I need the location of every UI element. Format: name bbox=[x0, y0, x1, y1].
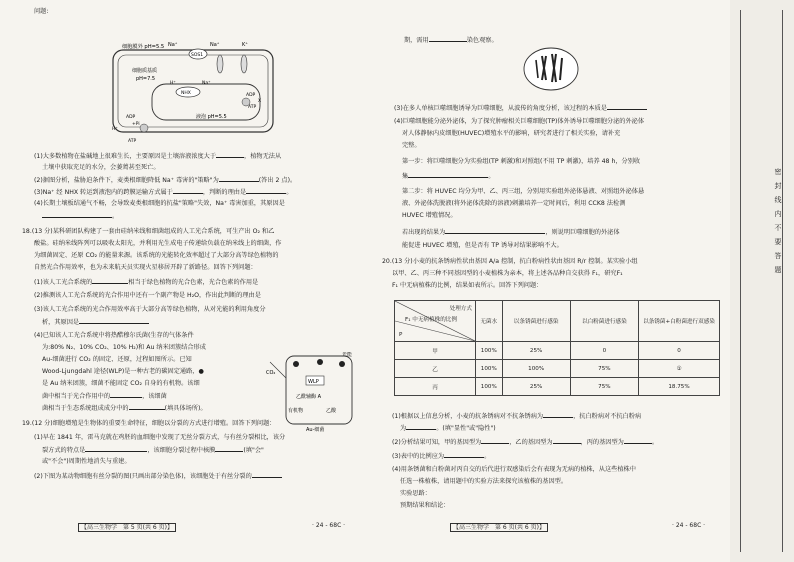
atp-label-2: ATP bbox=[128, 139, 137, 144]
table-cell: 25% bbox=[502, 342, 570, 360]
q19-part1-b: 裂方式的特点是 ，该细胞分裂过程中核膜 (填"会" bbox=[42, 444, 264, 456]
h-label-2: H⁺ bbox=[112, 127, 118, 132]
au-bacteria-label: Au-细菌 bbox=[306, 427, 325, 432]
co2-label: CO₂ bbox=[266, 370, 276, 376]
q19-step2-a: 第二步：将 HUVEC 均分为甲、乙、丙三组，分别用实验组外泌体悬液、对照组外泌体悬 bbox=[402, 188, 645, 195]
x-label: X bbox=[258, 99, 262, 104]
corner-p: P bbox=[399, 332, 403, 338]
adp-label-2: ADP bbox=[126, 115, 136, 120]
table-corner bbox=[395, 301, 476, 342]
results-table bbox=[394, 300, 720, 396]
table-cell: 25% bbox=[502, 378, 570, 396]
q19-part2: (2)下图为某动物细胞有丝分裂的图(只画出部分染色体)，该细胞处于有丝分裂的 bbox=[34, 470, 282, 482]
col-header-rust: 以条锈菌进行感染 bbox=[502, 301, 570, 342]
q18-part3: (3)该人工光合系统的光合作用效率高于大部分高等绿色植物，从对光能的利用角度分 bbox=[34, 306, 266, 313]
table-cell: ① bbox=[639, 360, 720, 378]
q20-part1-a: (1)根据以上信息分析，小麦的抗条锈病对不抗条锈病为 ，抗白粉病对不抗白粉病 bbox=[392, 410, 641, 422]
q17-part4: (4)长期土壤板结通气不畅，会导致麦类根细胞的抗盐"策略"失效，Na⁺ 毒害加重，其原因是 bbox=[34, 200, 285, 207]
organic-label: 有机物 bbox=[288, 408, 304, 414]
q19-part4-a: (4)巨噬细胞能分泌外泌体，为了探究肿瘤相关巨噬细胞(TP)体外诱导巨噬细胞分泌的外泌体 bbox=[394, 118, 645, 125]
table-row bbox=[395, 360, 720, 378]
q17-part4-cont: 。 bbox=[42, 210, 118, 222]
table-cell: 100% bbox=[476, 342, 503, 360]
q18-part4-e: 是 Au 纳米团簇，细菌不能固定 CO₂ 自身的有机物。该细 bbox=[42, 380, 200, 387]
left-footer-label: 【高三生物学 第 5 页(共 6 页)】 bbox=[78, 523, 176, 532]
q19-part4-c: 完整。 bbox=[402, 142, 421, 149]
q17-part1-cont: 土壤中获取充足的水分，会萎蔫甚至死亡。 bbox=[42, 164, 160, 171]
q18-part4-a: (4)已知该人工光合系统中将热醋穆尔氏菌(生存的气体条件 bbox=[34, 332, 194, 339]
wlp-label: WLP bbox=[308, 379, 319, 385]
table-cell: 100% bbox=[502, 360, 570, 378]
row-name: 乙 bbox=[395, 360, 476, 378]
row-name: 甲 bbox=[395, 342, 476, 360]
seal-text: 密 封 线 内 不 要 答 题 bbox=[774, 168, 782, 273]
q19-step1-a: 第一步：将巨噬细胞分为实验组(TP 刺激)和对照组(不用 TP 刺激)，培养 48 h，分别收 bbox=[402, 158, 641, 165]
table-cell: 0 bbox=[570, 342, 638, 360]
q19-result-b: 能促进 HUVEC 增殖，但是否有 TP 诱导对结果影响不大。 bbox=[402, 242, 563, 249]
left-footer-code: · 24 - 68C · bbox=[312, 522, 346, 529]
col-header-double: 以条锈菌+白粉菌进行双感染 bbox=[639, 301, 720, 342]
left-page bbox=[0, 0, 372, 562]
cell-transport-diagram bbox=[110, 38, 280, 146]
right-footer-label: 【高三生物学 第 6 页(共 6 页)】 bbox=[450, 523, 548, 532]
q18-part4-d: Wood-Ljungdahl 途径(WLP)是一种古老的碳固定通路，● bbox=[42, 368, 204, 375]
q18-part4-c: Au-细菌进行 CO₂ 的固定、还原，过程如图所示。已知 bbox=[42, 356, 192, 363]
table-cell: 18.75% bbox=[639, 378, 720, 396]
row-name: 丙 bbox=[395, 378, 476, 396]
q19-step2-c: HUVEC 增殖情况。 bbox=[402, 212, 457, 219]
col-header-water: 无菌水 bbox=[476, 301, 503, 342]
na-label-1: Na⁺ bbox=[168, 42, 178, 48]
h-label-1: H⁺ bbox=[170, 81, 176, 86]
pi-label: +Pi bbox=[132, 122, 140, 127]
vacuole-label: 液泡 pH=5.5 bbox=[196, 114, 227, 120]
q20-part2: (2)分析结果可知，甲的基因型为 ，乙的基因型为 ，丙的基因型为 。 bbox=[392, 436, 658, 448]
intro-text: 问题: bbox=[34, 8, 49, 15]
q19-part1-c: 或"不会")周期性地消失与重建。 bbox=[42, 458, 131, 465]
adp-label-1: ADP bbox=[246, 93, 256, 98]
q18-stem-2: 酸盐。硅纳米线阵列可以吸收太阳光，并利用光生成电子传递给负载在纳米线上的细菌，作 bbox=[34, 240, 282, 247]
cyto-ph-label: pH=7.5 bbox=[136, 76, 156, 82]
acetic-acid-label: 乙酸 bbox=[326, 408, 337, 414]
label-membrane-outside: 细胞膜外 pH=5.5 bbox=[122, 44, 165, 50]
q17-part1: (1)大多数植物在盐碱地上很难生长，主要原因是土壤溶液浓度大于 ，植物无法从 bbox=[34, 150, 281, 162]
seal-margin bbox=[730, 0, 794, 562]
acetyl-coa-label: 乙酰辅酶 A bbox=[296, 394, 322, 400]
mitosis-cell-figure bbox=[522, 46, 580, 92]
light-label: 光能 bbox=[342, 352, 353, 358]
q20-stem-1: 20.(13 分)小麦的抗条锈病性状由基因 A/a 控制，抗白粉病性状由基因 R/r 控制。某实验小组 bbox=[382, 258, 638, 265]
cyto-label: 细胞质基质 bbox=[132, 68, 158, 74]
au-bacteria-diagram bbox=[266, 352, 358, 432]
col-header-mildew: 以白粉菌进行感染 bbox=[570, 301, 638, 342]
q19-step2-b: 液、外泌体洗脱液(将外泌体洗除的溶液)刺激培养一定时间后，利用 CCK8 法检测 bbox=[402, 200, 626, 207]
q18-stem-1: 18.(13 分)某科研团队构建了一套由硅纳米线和细菌组成的人工光合系统，可生产出 O₂ 和乙 bbox=[22, 228, 275, 235]
right-footer bbox=[450, 522, 548, 531]
left-footer bbox=[78, 522, 176, 531]
corner-ratio: F₁ 中无病植株的比例 bbox=[405, 317, 457, 323]
table-row bbox=[395, 378, 720, 396]
q20-stem-2: 以甲、乙、丙三种不同基因型的小麦植株为亲本，将上述各品种自交获得 F₁，研究F₁ bbox=[392, 270, 623, 277]
table-cell: 75% bbox=[570, 378, 638, 396]
q18-part4-g: 菌相当于生态系统组成成分中的 (填具体场所)。 bbox=[42, 402, 207, 414]
table-cell: 75% bbox=[570, 360, 638, 378]
q18-part3-cont: 析，其原因是 bbox=[42, 316, 149, 328]
q19-part1-a: (1)早在 1841 年，雷马克就在鸡胚的血细胞中发现了无丝分裂方式，与有丝分裂相比，该分 bbox=[34, 434, 286, 441]
table-row bbox=[395, 342, 720, 360]
table-cell: 100% bbox=[476, 360, 503, 378]
q18-part2: (2)推测该人工光合系统的光合作用中还有一个副产物是 H₂O，作出此判断的理由是 bbox=[34, 292, 261, 299]
k-label: K⁺ bbox=[242, 42, 248, 48]
q20-part3: (3)表中的比例应为 。 bbox=[392, 450, 490, 462]
corner-treatment: 处理方式 bbox=[449, 306, 472, 312]
table-cell: 100% bbox=[476, 378, 503, 396]
q20-stem-3: F₁ 中无病植株的比例，结果如表所示。回答下列问题： bbox=[392, 282, 543, 289]
table-cell: 0 bbox=[639, 342, 720, 360]
q19-part4-b: 对人体静脉内皮细胞(HUVEC)增殖水平的影响，研究者进行了相关实验，请补充 bbox=[402, 130, 621, 137]
q19-stem: 19.(12 分)细胞增殖是生物体的重要生命特征，细胞以分裂的方式进行增殖。回答下列问题： bbox=[22, 420, 276, 427]
q19-step1-b: 集 。 bbox=[402, 170, 494, 182]
q20-part4-a: (4)用条锈菌和白粉菌对丙自交的后代进行双感染后会有表现为无病的植株，从这些植株中 bbox=[392, 466, 636, 473]
q20-part1-b: 为 。(填"显性"或"隐性") bbox=[400, 422, 496, 434]
q20-part4-b: 任选一株植株，请用题中的实验方法来探究该植株的基因型。 bbox=[400, 478, 568, 485]
sos1-label: SOS1 bbox=[191, 53, 204, 58]
na-label-2: Na⁺ bbox=[210, 42, 220, 48]
q20-expect: 预期结果和结论： bbox=[400, 502, 450, 509]
right-page bbox=[372, 0, 730, 562]
q18-part1: (1)该人工光合系统的 相当于绿色植物的光合色素，光合色素的作用是 bbox=[34, 276, 258, 288]
na-label-3: Na⁺ bbox=[202, 81, 211, 86]
q17-part2: (2)据图分析，盐胁迫条件下，麦类根细胞降低 Na⁺ 毒害的"策略"为 (答出 2 点)。 bbox=[34, 174, 296, 186]
atp-label-1: ATP bbox=[248, 105, 257, 110]
q18-stem-3: 为细菌固定、还原 CO₂ 的能量来源。该系统的光能转化效率超过了大部分高等绿色植物的 bbox=[34, 252, 279, 259]
q18-part4-f: 菌中相当于光合作用中的 ，该细菌 bbox=[42, 390, 167, 402]
nhx-label: NHX bbox=[181, 91, 191, 96]
q18-part4-b: 为:80% N₂、10% CO₂、10% H₂)和 Au 纳米团簇结合形成 bbox=[42, 344, 206, 351]
right-top-line: 期，需用 染色观察。 bbox=[404, 34, 498, 46]
q18-stem-4: 自然光合作用效率，也为未来航天员实现火星移居开辟了新路径。回答下列问题： bbox=[34, 264, 257, 271]
right-footer-code: · 24 - 68C · bbox=[672, 522, 706, 529]
q20-idea: 实验思路： bbox=[400, 490, 431, 497]
seal-line-left bbox=[740, 10, 741, 552]
q17-part3: (3)Na⁺ 经 NHX 转运到液泡内的跨膜运输方式属于 ，判断的理由是 。 bbox=[34, 186, 292, 198]
q19-result-a: 若出现的结果为 ，则说明巨噬细胞的外泌体 bbox=[402, 226, 620, 238]
q19-part3: (3)在多人单核巨噬细胞诱导为巨噬细胞，从波传的角度分析，该过程的本质是 bbox=[394, 102, 647, 114]
seal-line-right bbox=[782, 10, 783, 552]
